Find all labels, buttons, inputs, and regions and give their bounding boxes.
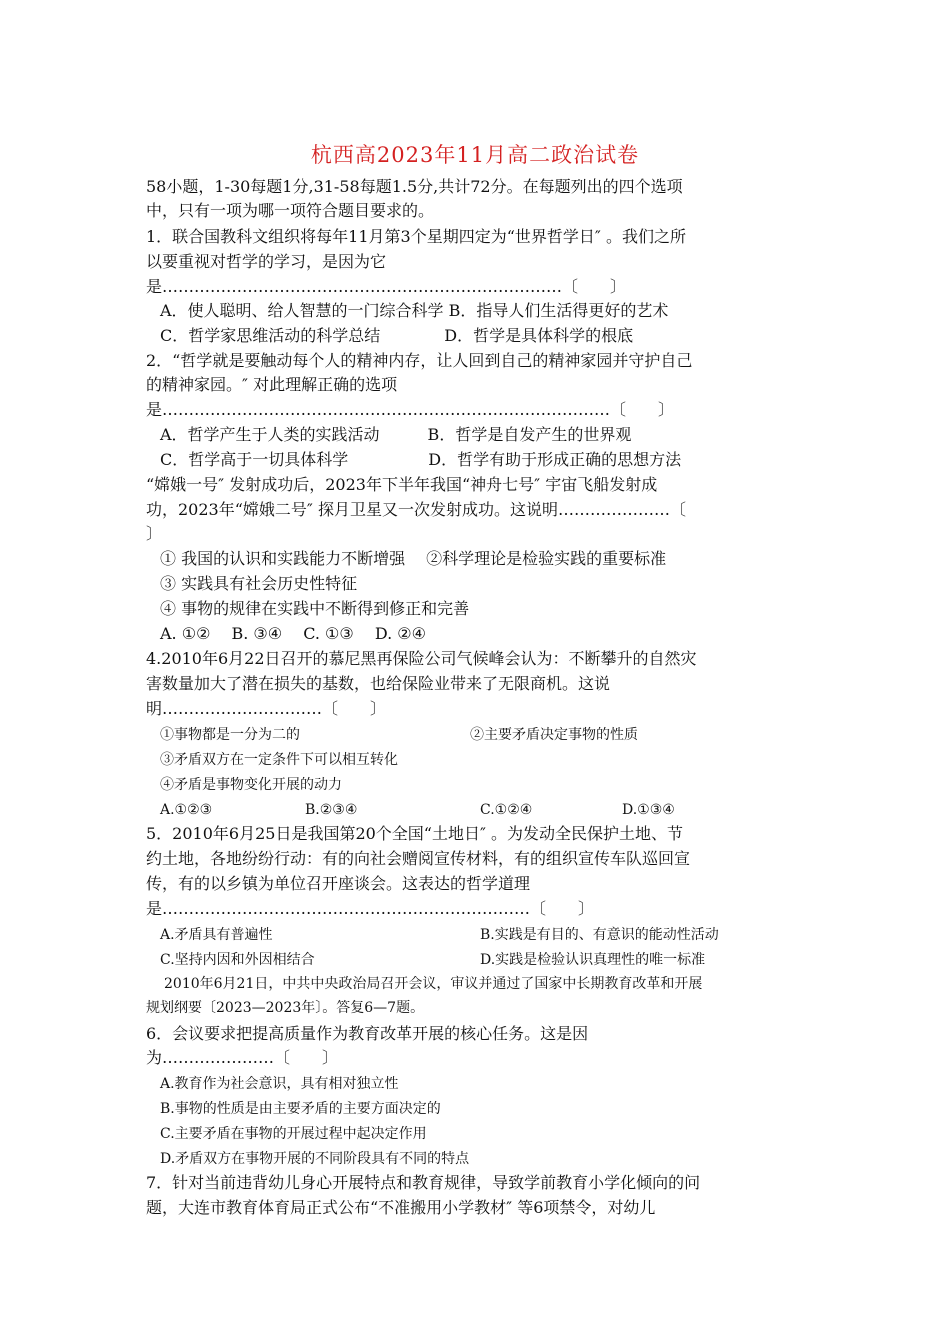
q6-stem: 6．会议要求把提高质量作为教育改革开展的核心任务。这是因 [146, 1024, 589, 1043]
q3-item: ③ 实践具有社会历史性特征 [160, 574, 358, 593]
q3-answers: A. ①② B. ③④ C. ①③ D. ②④ [160, 624, 426, 643]
q2-stem: 的精神家园。″ 对此理解正确的选项 [146, 375, 398, 394]
q2-option: A．哲学产生于人类的实践活动 B．哲学是自发产生的世界观 [160, 425, 632, 444]
q5-stem: 是……………………………………………………………〔 〕 [146, 899, 595, 918]
q5-option-c: C.坚持内因和外因相结合 [160, 952, 315, 968]
q1-stem: 是…………………………………………………………………〔 〕 [146, 277, 627, 296]
q1-stem: 1．联合国教科文组织将每年11月第3个星期四定为“世界哲学日″ 。我们之所 [146, 227, 686, 246]
q4-item-2: ②主要矛盾决定事物的性质 [470, 727, 638, 743]
q4-answer-a: A.①②③ [160, 802, 213, 818]
q1-stem: 以要重视对哲学的学习，是因为它 [146, 252, 387, 271]
q3-stem: “嫦娥一号″ 发射成功后，2023年下半年我国“神舟七号″ 宇宙飞船发射成 [146, 475, 658, 494]
q4-answer-b: B.②③④ [305, 802, 358, 818]
q3-stem: 功，2023年“嫦娥二号″ 探月卫星又一次发射成功。这说明…………………〔 [146, 500, 686, 519]
q1-option: C．哲学家思维活动的科学总结 D．哲学是具体科学的根底 [160, 326, 634, 345]
q7-stem: 题，大连市教育体育局正式公布“不准搬用小学教材″ 等6项禁令，对幼儿 [146, 1198, 656, 1217]
q7-stem: 7．针对当前违背幼儿身心开展特点和教育规律，导致学前教育小学化倾向的问 [146, 1173, 701, 1192]
q4-item-1: ①事物都是一分为二的 [160, 727, 300, 743]
q4-stem: 4.2010年6月22日召开的慕尼黑再保险公司气候峰会认为：不断攀升的自然灾 [146, 649, 697, 668]
q4-answer-d: D.①③④ [622, 802, 675, 818]
q1-option: A．使人聪明、给人智慧的一门综合科学 B．指导人们生活得更好的艺术 [160, 301, 669, 320]
intro-line: 58小题，1-30每题1分,31-58每题1.5分,共计72分。在每题列出的四个选项 [146, 177, 683, 196]
q6-option: C.主要矛盾在事物的开展过程中起决定作用 [160, 1126, 427, 1142]
q5-stem: 5．2010年6月25日是我国第20个全国“土地日″ 。为发动全民保护土地、节 [146, 824, 684, 843]
q5-option-d: D.实践是检验认识真理性的唯一标准 [480, 952, 706, 968]
material-text: 规划纲要〔2023—2023年〕。答复6—7题。 [146, 1000, 425, 1016]
material-text: 2010年6月21日，中共中央政治局召开会议，审议并通过了国家中长期教育改革和开展 [164, 976, 703, 992]
q2-stem: 2．“哲学就是要触动每个人的精神内存，让人回到自己的精神家园并守护自己 [146, 351, 693, 370]
q5-stem: 约土地，各地纷纷行动：有的向社会赠阅宣传材料，有的组织宣传车队巡回宣 [146, 849, 691, 868]
q2-stem: 是…………………………………………………………………………〔 〕 [146, 400, 675, 419]
intro-line: 中，只有一项为哪一项符合题目要求的。 [146, 201, 435, 220]
q6-stem: 为…………………〔 〕 [146, 1048, 339, 1067]
q3-item: ④ 事物的规律在实践中不断得到修正和完善 [160, 599, 470, 618]
q5-option-b: B.实践是有目的、有意识的能动性活动 [480, 927, 719, 943]
q4-stem: 明…………………………〔 〕 [146, 699, 387, 718]
q6-option: A.教育作为社会意识，具有相对独立性 [160, 1076, 399, 1092]
page-title: 杭西高2023年11月高二政治试卷 [310, 143, 640, 167]
q6-option: B.事物的性质是由主要矛盾的主要方面决定的 [160, 1101, 441, 1117]
q4-item: ④矛盾是事物变化开展的动力 [160, 777, 342, 793]
q5-stem: 传，有的以乡镇为单位召开座谈会。这表达的哲学道理 [146, 874, 531, 893]
q4-item [160, 724, 638, 746]
q4-answers [160, 799, 675, 821]
q3-stem: 〕 [146, 524, 163, 543]
q5-option-row [160, 924, 719, 946]
q5-option-a: A.矛盾具有普遍性 [160, 927, 273, 943]
q4-item: ③矛盾双方在一定条件下可以相互转化 [160, 752, 398, 768]
q6-option: D.矛盾双方在事物开展的不同阶段具有不同的特点 [160, 1151, 470, 1167]
q4-stem: 害数量加大了潜在损失的基数，也给保险业带来了无限商机。这说 [146, 674, 611, 693]
q2-option: C．哲学高于一切具体科学 D．哲学有助于形成正确的思想方法 [160, 450, 682, 469]
q5-option-row [160, 949, 706, 971]
q4-answer-c: C.①②④ [480, 802, 533, 818]
q3-item: ① 我国的认识和实践能力不断增强 ②科学理论是检验实践的重要标准 [160, 549, 667, 568]
